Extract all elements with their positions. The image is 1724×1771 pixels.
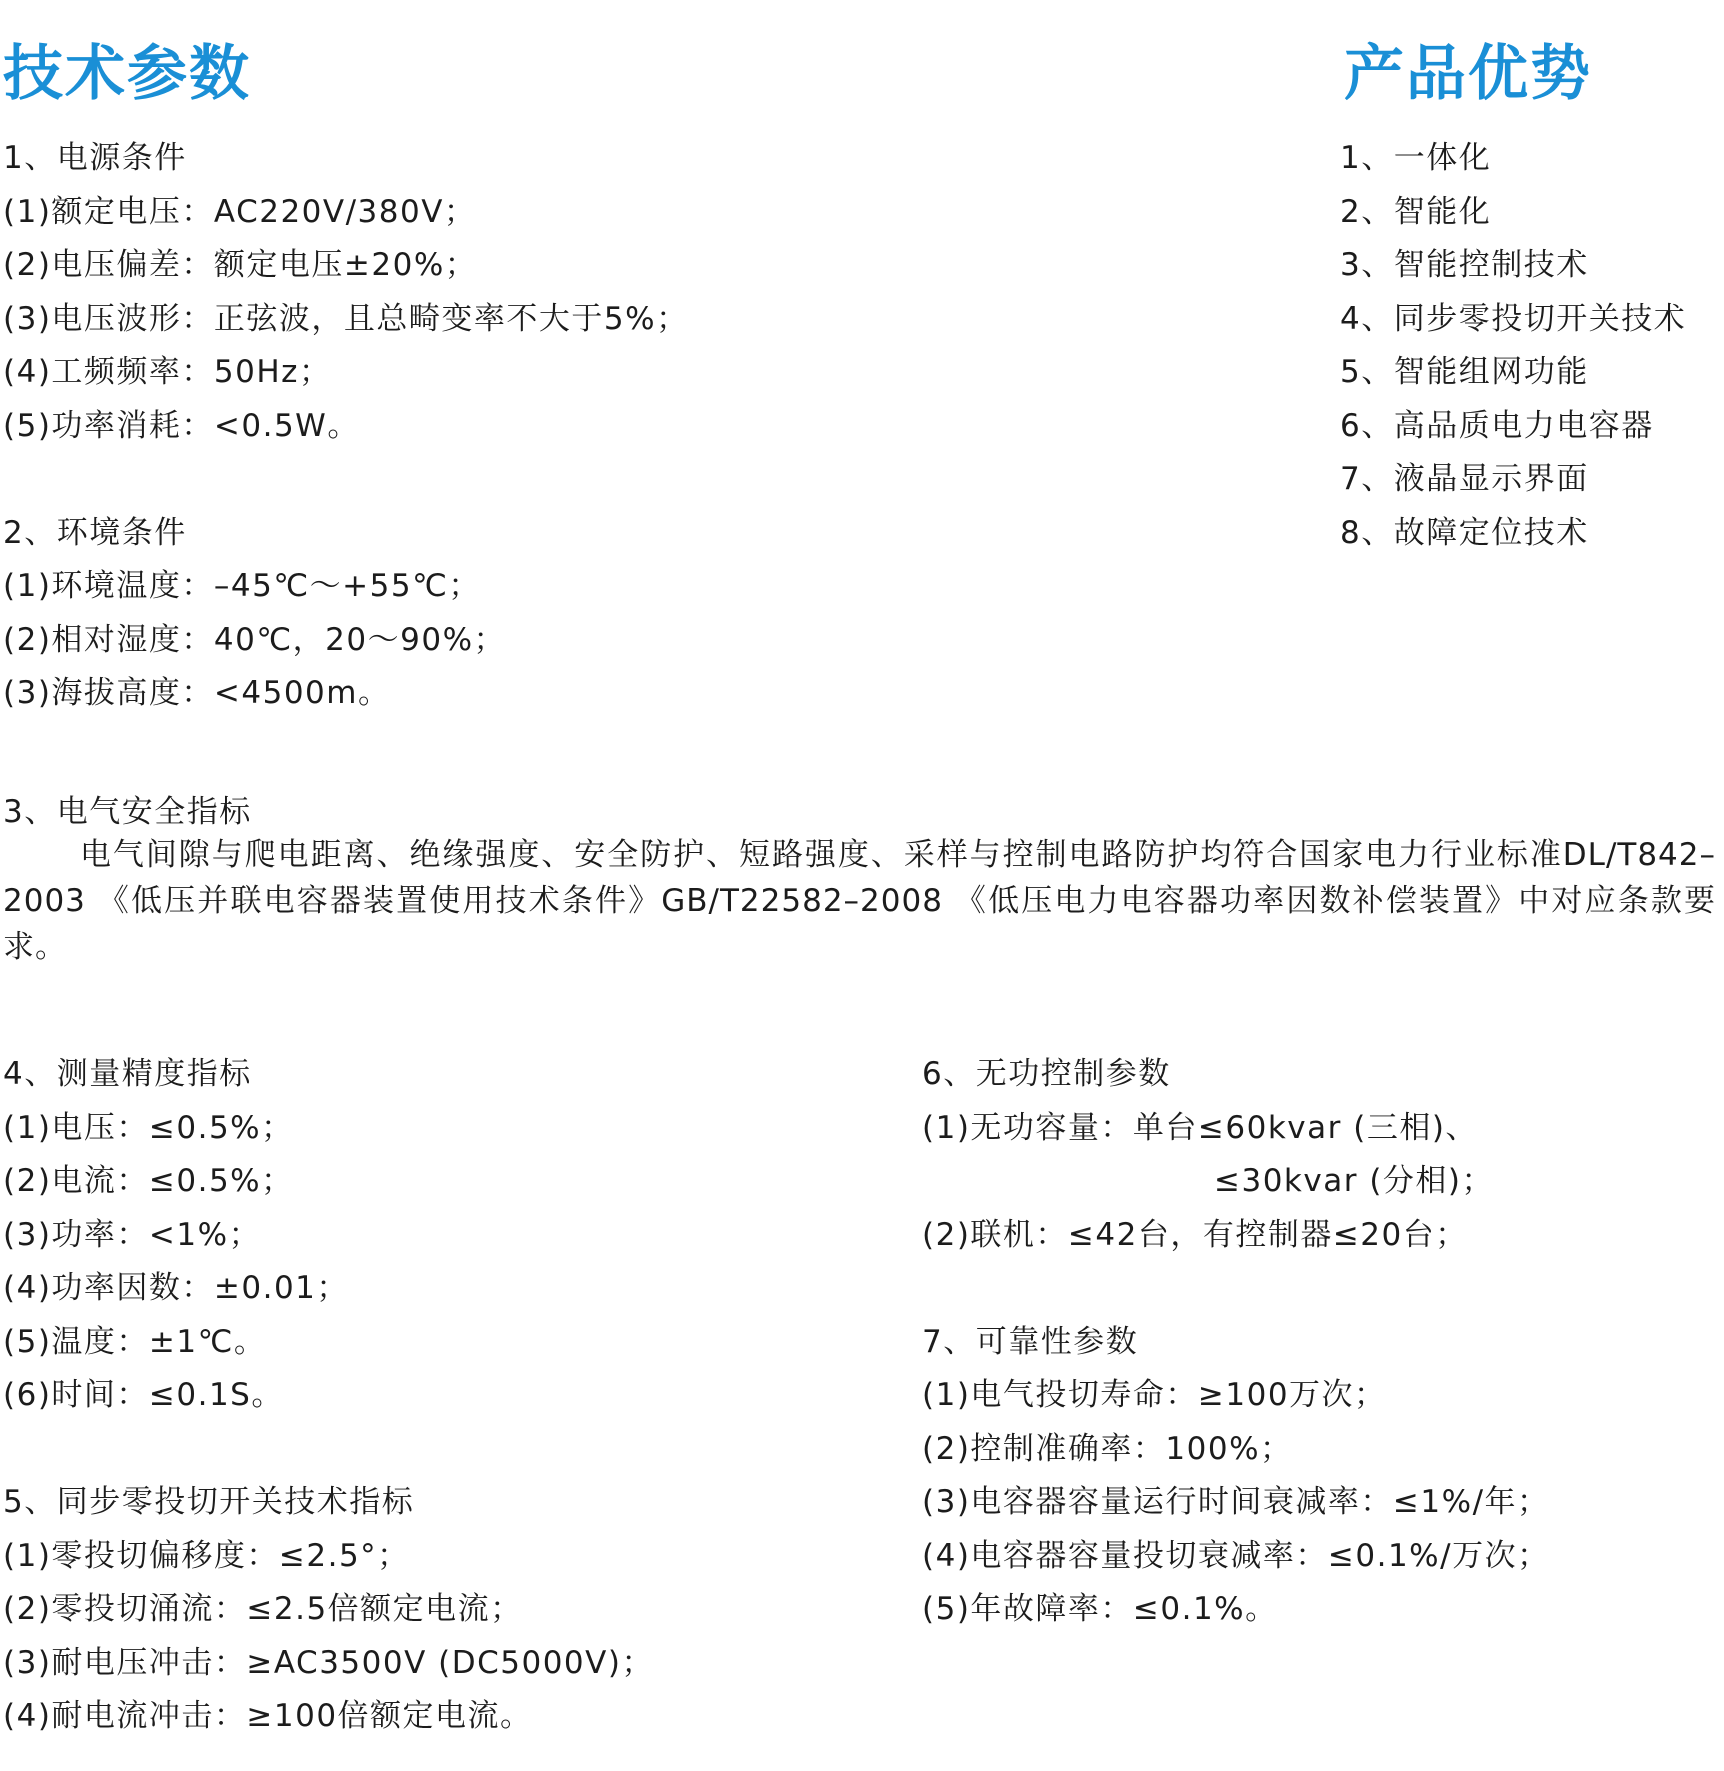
switching-item: (4)耐电流冲击：≥100倍额定电流。 (3, 1698, 533, 1734)
measurement-item: (5)温度：±1℃。 (3, 1323, 267, 1360)
reliability-item: (1)电气投切寿命：≥100万次； (922, 1377, 1387, 1413)
advantage-item: 3、智能控制技术 (1340, 247, 1589, 283)
power-item: (2)电压偏差：额定电压±20%； (3, 247, 478, 283)
reactive-item: (2)联机：≤42台，有控制器≤20台； (922, 1216, 1468, 1253)
switching-item: (3)耐电压冲击：≥AC3500V (DC5000V)； (3, 1644, 654, 1681)
advantage-item: 8、故障定位技术 (1340, 514, 1589, 551)
advantage-item: 4、同步零投切开关技术 (1340, 300, 1687, 337)
tech-params-heading: 技术参数 (3, 39, 251, 109)
switching-item: (1)零投切偏移度：≤2.5°； (3, 1537, 410, 1574)
environment-item: (2)相对湿度：40℃，20～90%； (3, 621, 507, 658)
reactive-item: (1)无功容量：单台≤60kvar (三相)、 (922, 1109, 1478, 1146)
reliability-item: (4)电容器容量投切衰减率：≤0.1%/万次； (922, 1537, 1550, 1574)
section-title-switching: 5、同步零投切开关技术指标 (3, 1484, 415, 1520)
section-title-measurement: 4、测量精度指标 (3, 1056, 252, 1092)
advantages-list (1340, 132, 1686, 560)
reliability-item: (2)控制准确率：100%； (922, 1430, 1293, 1467)
section-title-power: 1、电源条件 (3, 140, 187, 176)
safety-paragraph (3, 832, 1716, 970)
advantage-item: 7、液晶显示界面 (1340, 461, 1589, 497)
section-title-safety: 3、电气安全指标 (3, 794, 252, 830)
power-item: (1)额定电压：AC220V/380V； (3, 193, 477, 230)
reliability-item: (3)电容器容量运行时间衰减率：≤1%/年； (922, 1484, 1550, 1520)
measurement-switching-section (3, 1048, 654, 1744)
advantage-item: 5、智能组网功能 (1340, 354, 1589, 390)
measurement-item: (6)时间：≤0.1S。 (3, 1377, 284, 1413)
section-title-reliability: 7、可靠性参数 (922, 1323, 1139, 1360)
advantage-item: 1、一体化 (1340, 140, 1492, 176)
environment-item: (3)海拔高度：<4500m。 (3, 675, 391, 711)
section-title-environment: 2、环境条件 (3, 514, 187, 551)
advantage-item: 6、高品质电力电容器 (1340, 407, 1654, 444)
power-item: (5)功率消耗：<0.5W。 (3, 407, 360, 444)
power-item: (3)电压波形：正弦波，且总畸变率不大于5%； (3, 300, 689, 337)
reactive-item-continued: ≤30kvar (分相)； (1214, 1163, 1495, 1199)
measurement-item: (1)电压：≤0.5%； (3, 1109, 294, 1146)
advantages-heading: 产品优势 (1344, 39, 1592, 109)
reliability-item: (5)年故障率：≤0.1%。 (922, 1591, 1278, 1627)
measurement-item: (4)功率因数：±0.01； (3, 1270, 349, 1306)
safety-text: 电气间隙与爬电距离、绝缘强度、安全防护、短路强度、采样与控制电路防护均符合国家电力行业标准DL/T842–2003 《低压并联电容器装置使用技术条件》GB/T22582–2008 《低压电力电容器功率因数补偿装置》中对应条款要求。 (3, 837, 1716, 965)
measurement-item: (2)电流：≤0.5%； (3, 1163, 294, 1199)
power-item: (4)工频频率：50Hz； (3, 354, 332, 390)
reactive-reliability-section (922, 1048, 1550, 1637)
switching-item: (2)零投切涌流：≤2.5倍额定电流； (3, 1591, 523, 1627)
power-env-section (3, 132, 689, 721)
advantage-item: 2、智能化 (1340, 193, 1492, 230)
environment-item: (1)环境温度：–45℃～+55℃； (3, 568, 481, 604)
section-title-reactive: 6、无功控制参数 (922, 1056, 1171, 1092)
measurement-item: (3)功率：<1%； (3, 1216, 262, 1253)
